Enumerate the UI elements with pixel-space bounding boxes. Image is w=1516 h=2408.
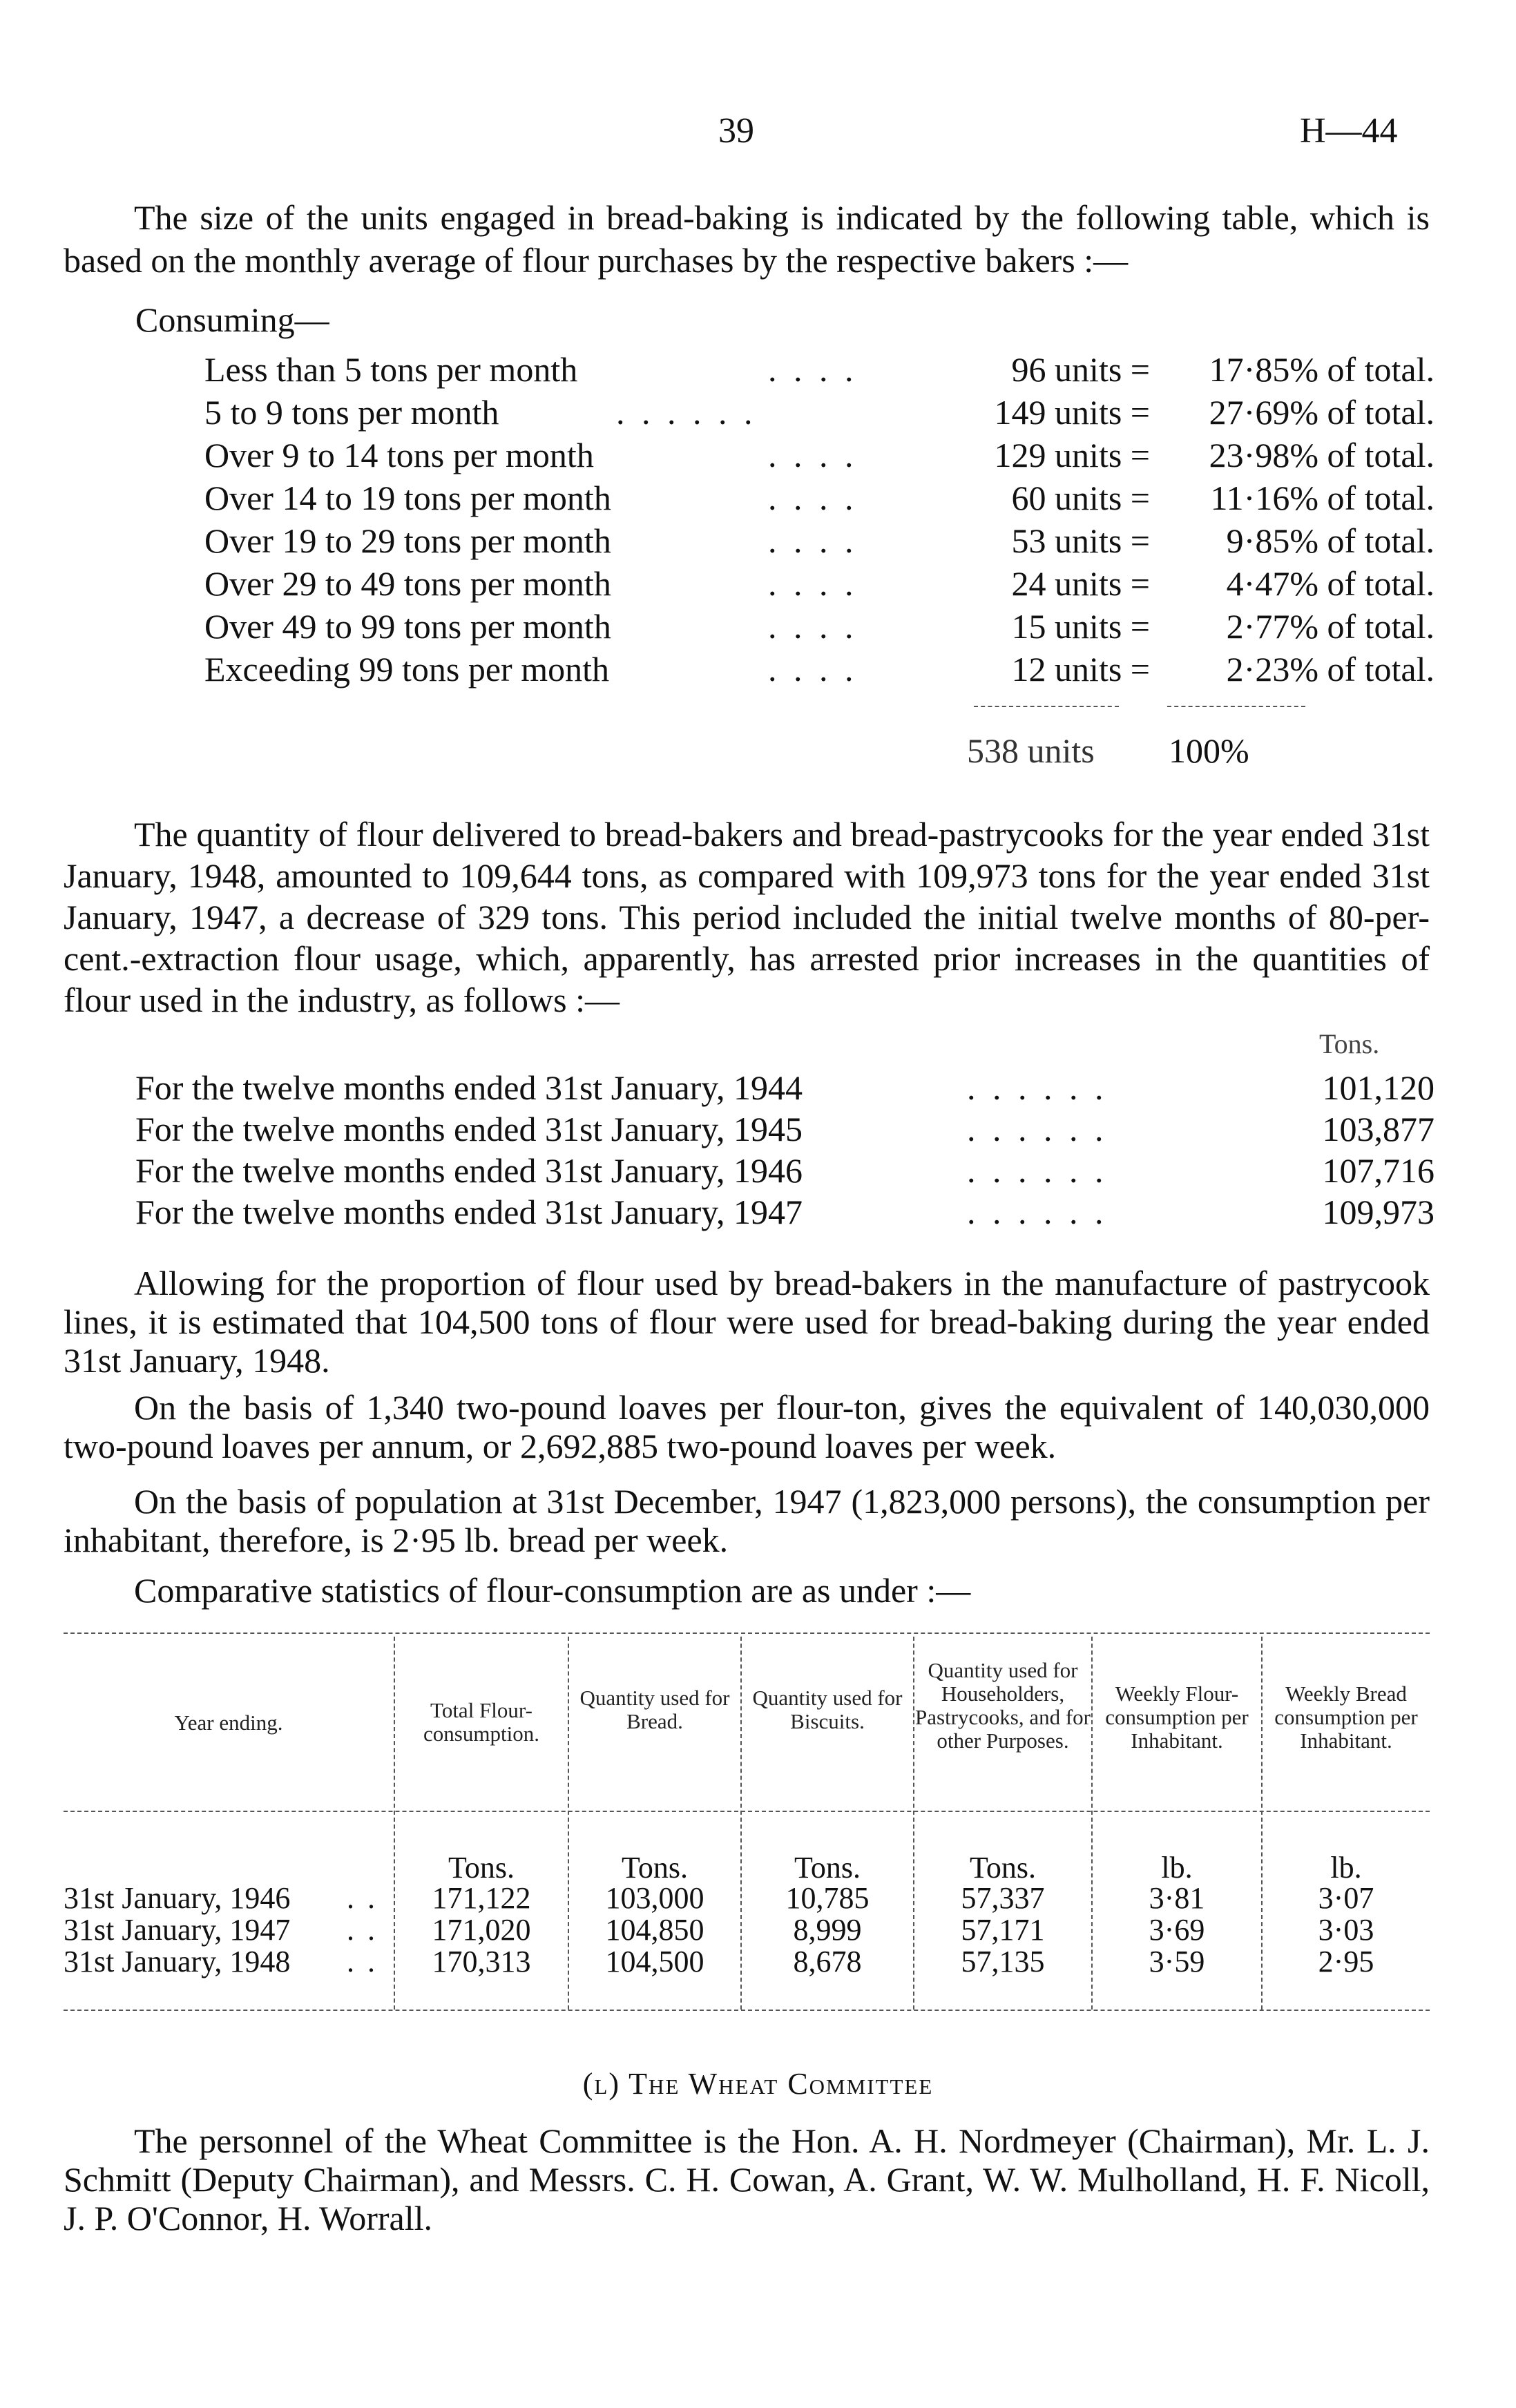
- year-cell: 31st January, 1947: [64, 1913, 291, 1947]
- consumption-percent: 17·85% of total.: [1209, 350, 1435, 389]
- leader-dots: . . . . . .: [967, 1068, 1108, 1107]
- biscuits-cell: 8,678: [793, 1945, 862, 1978]
- leader-dots: . . . . . .: [967, 1193, 1108, 1231]
- total-cell: 171,122: [432, 1881, 531, 1915]
- consumption-units: 129 units =: [994, 436, 1150, 474]
- other-cell: 57,171: [961, 1913, 1045, 1947]
- twelve-month-row: [0, 1149, 1516, 1191]
- year-cell: 31st January, 1946: [64, 1881, 291, 1915]
- other-cell: 57,135: [961, 1945, 1045, 1978]
- consumption-units: 12 units =: [1011, 650, 1150, 688]
- consumption-percent: 23·98% of total.: [1209, 436, 1435, 474]
- consumption-row: [0, 476, 1516, 519]
- consumption-units: 15 units =: [1011, 607, 1150, 646]
- period-tons: 101,120: [1322, 1068, 1435, 1107]
- document-reference: H—44: [1300, 111, 1398, 151]
- basis-population-paragraph: On the basis of population at 31st December, 1947 (1,823,000 persons), the consumption per inhabitant, therefore, is 2·95 lb. bread per week.: [64, 1482, 1430, 1559]
- total-cell: 170,313: [432, 1945, 531, 1978]
- leader-dots: . . . . . .: [967, 1151, 1108, 1190]
- unit-bread: Tons.: [622, 1851, 688, 1885]
- unit-biscuits: Tons.: [794, 1851, 861, 1885]
- weekly-bread-cell: 3·03: [1318, 1913, 1374, 1947]
- quantity-paragraph: The quantity of flour delivered to bread-bakers and bread-pastrycooks for the year ended 31st January, 1948, amounted to 109,644 tons, as compared with 109,973 tons for the year ended 31st January, 1947, a decrease of 329 tons. This period included the initial twelve months of 80-per-cent.-extraction flour usage, which, apparently, has arrested prior increases in the quantities of flour used in the industry, as follows :—: [64, 815, 1430, 1019]
- consumption-row: [0, 391, 1516, 434]
- tons-column-header: Tons.: [1319, 1028, 1380, 1059]
- header-other-purposes: Quantity used for Householders, Pastrycooks, and for other Purposes.: [915, 1658, 1091, 1753]
- leader-dots: . .: [347, 1945, 378, 1978]
- consumption-label: Over 49 to 99 tons per month: [204, 607, 611, 646]
- total-units: 538 units: [967, 731, 1095, 770]
- consumption-row: [0, 605, 1516, 648]
- consumption-units: 53 units =: [1011, 521, 1150, 560]
- leader-dots: . . . .: [768, 607, 858, 646]
- bread-cell: 103,000: [605, 1881, 704, 1915]
- period-label: For the twelve months ended 31st January, 1944: [135, 1068, 803, 1107]
- table-header-rule: [64, 1811, 1430, 1812]
- leader-dots: . .: [347, 1881, 378, 1915]
- twelve-month-row: [0, 1108, 1516, 1149]
- period-label: For the twelve months ended 31st January, 1946: [135, 1151, 803, 1190]
- bread-cell: 104,850: [605, 1913, 704, 1947]
- consumption-label: Less than 5 tons per month: [204, 350, 578, 389]
- consumption-label: 5 to 9 tons per month: [204, 393, 499, 432]
- consumption-percent: 2·77% of total.: [1226, 607, 1435, 646]
- unit-weekly-flour: lb.: [1161, 1851, 1193, 1885]
- unit-weekly-bread: lb.: [1330, 1851, 1362, 1885]
- consumption-label: Over 14 to 19 tons per month: [204, 479, 611, 517]
- leader-dots: . . . .: [768, 479, 858, 517]
- table-row: [0, 1945, 1516, 1976]
- year-cell: 31st January, 1948: [64, 1945, 291, 1978]
- biscuits-cell: 8,999: [793, 1913, 862, 1947]
- consumption-row: [0, 348, 1516, 391]
- consumption-units: 149 units =: [994, 393, 1150, 432]
- consuming-label: Consuming—: [135, 300, 329, 339]
- leader-dots: . . . . . .: [616, 393, 757, 432]
- biscuits-cell: 10,785: [785, 1881, 870, 1915]
- twelve-month-row: [0, 1191, 1516, 1232]
- leader-dots: . .: [347, 1913, 378, 1947]
- leader-dots: . . . .: [768, 350, 858, 389]
- total-cell: 171,020: [432, 1913, 531, 1947]
- header-year-ending: Year ending.: [174, 1711, 283, 1735]
- leader-dots: . . . .: [768, 436, 858, 474]
- consumption-percent: 2·23% of total.: [1226, 650, 1435, 688]
- leader-dots: . . . .: [768, 564, 858, 603]
- consumption-units: 60 units =: [1011, 479, 1150, 517]
- consumption-percent: 27·69% of total.: [1209, 393, 1435, 432]
- table-top-rule: [64, 1632, 1430, 1634]
- consumption-label: Over 29 to 49 tons per month: [204, 564, 611, 603]
- personnel-paragraph: The personnel of the Wheat Committee is the Hon. A. H. Nordmeyer (Chairman), Mr. L. J. Schmitt (Deputy Chairman), and Messrs. C. H. Cowan, A. Grant, W. W. Mulholland, H. F. Nicoll, J. P. O'Connor, H. Worrall.: [64, 2121, 1430, 2237]
- header-bread: Quantity used for Bread.: [579, 1686, 730, 1733]
- section-heading: (l) The Wheat Committee: [582, 2067, 934, 2101]
- table-bottom-rule: [64, 2010, 1430, 2011]
- period-label: For the twelve months ended 31st January, 1945: [135, 1110, 803, 1148]
- consumption-percent: 9·85% of total.: [1226, 521, 1435, 560]
- consumption-label: Over 19 to 29 tons per month: [204, 521, 611, 560]
- consumption-percent: 11·16% of total.: [1210, 479, 1435, 517]
- page-number: 39: [718, 111, 754, 151]
- period-label: For the twelve months ended 31st January, 1947: [135, 1193, 803, 1231]
- leader-dots: . . . .: [768, 650, 858, 688]
- period-tons: 109,973: [1322, 1193, 1435, 1231]
- table-row: [0, 1913, 1516, 1945]
- weekly-bread-cell: 2·95: [1318, 1945, 1374, 1978]
- weekly-flour-cell: 3·69: [1149, 1913, 1205, 1947]
- consumption-percent: 4·47% of total.: [1226, 564, 1435, 603]
- consumption-row: [0, 434, 1516, 476]
- bread-cell: 104,500: [605, 1945, 704, 1978]
- unit-total: Tons.: [448, 1851, 515, 1885]
- unit-other: Tons.: [970, 1851, 1036, 1885]
- leader-dots: . . . . . .: [967, 1110, 1108, 1148]
- weekly-flour-cell: 3·59: [1149, 1945, 1205, 1978]
- weekly-flour-cell: 3·81: [1149, 1881, 1205, 1915]
- leader-dots: . . . .: [768, 521, 858, 560]
- consumption-units: 96 units =: [1011, 350, 1150, 389]
- header-total-flour: Total Flour-consumption.: [423, 1698, 539, 1746]
- header-biscuits: Quantity used for Biscuits.: [752, 1686, 903, 1733]
- consumption-row: [0, 648, 1516, 691]
- other-cell: 57,337: [961, 1881, 1045, 1915]
- period-tons: 107,716: [1322, 1151, 1435, 1190]
- allowing-paragraph: Allowing for the proportion of flour used by bread-bakers in the manufacture of pastrycook lines, it is estimated that 104,500 tons of flour were used for bread-baking during the year ended 31st January, 1948.: [64, 1264, 1430, 1380]
- weekly-bread-cell: 3·07: [1318, 1881, 1374, 1915]
- period-tons: 103,877: [1322, 1110, 1435, 1148]
- consumption-row: [0, 562, 1516, 605]
- consumption-units: 24 units =: [1011, 564, 1150, 603]
- consumption-label: Over 9 to 14 tons per month: [204, 436, 594, 474]
- total-percent: 100%: [1169, 731, 1249, 770]
- total-rule-units: [974, 706, 1119, 707]
- comparative-paragraph: Comparative statistics of flour-consumption are as under :—: [134, 1571, 971, 1610]
- total-rule-percent: [1167, 706, 1305, 707]
- basis-loaves-paragraph: On the basis of 1,340 two-pound loaves per flour-ton, gives the equivalent of 140,030,000 two-pound loaves per annum, or 2,692,885 two-pound loaves per week.: [64, 1388, 1430, 1465]
- consumption-label: Exceeding 99 tons per month: [204, 650, 609, 688]
- header-weekly-bread: Weekly Bread consumption per Inhabitant.: [1274, 1682, 1418, 1753]
- twelve-month-row: [0, 1066, 1516, 1108]
- table-row: [0, 1881, 1516, 1913]
- consumption-row: [0, 519, 1516, 562]
- header-weekly-flour: Weekly Flour-consumption per Inhabitant.: [1105, 1682, 1249, 1753]
- intro-paragraph: The size of the units engaged in bread-baking is indicated by the following table, which is based on the monthly average of flour purchases by the respective bakers :—: [64, 198, 1430, 280]
